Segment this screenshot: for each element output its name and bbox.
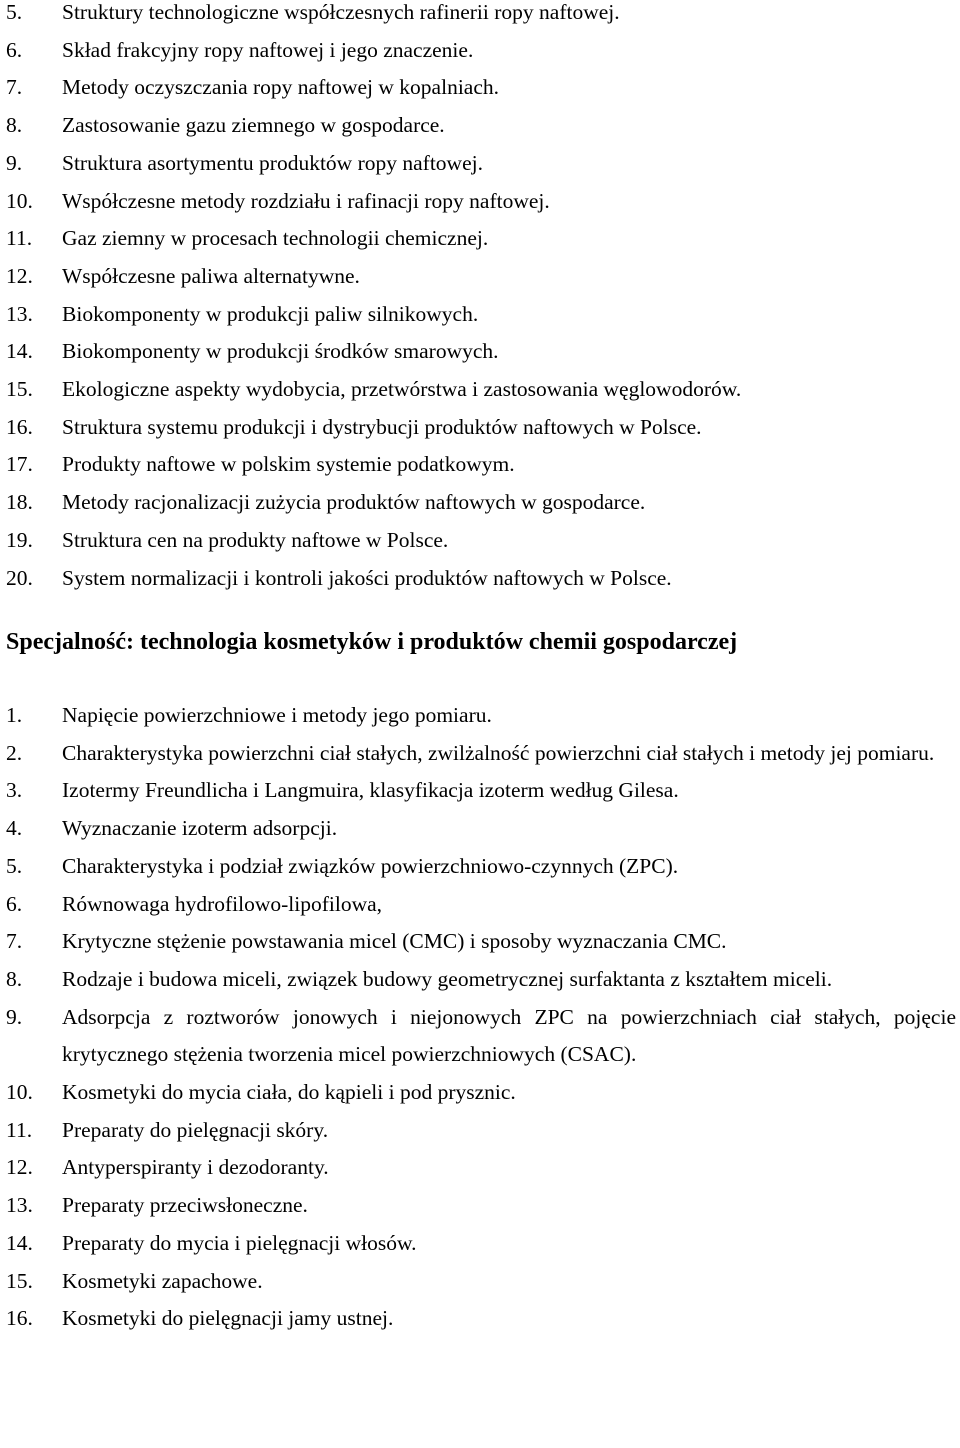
item-text: Współczesne metody rozdziału i rafinacji ropy naftowej.: [62, 188, 550, 213]
list-item: [0, 1074, 960, 1112]
list-item: [0, 371, 960, 409]
item-text: Izotermy Freundlicha i Langmuira, klasyfikacja izoterm według Gilesa.: [62, 778, 679, 803]
item-text: Gaz ziemny w procesach technologii chemicznej.: [62, 226, 489, 251]
item-text: Preparaty do pielęgnacji skóry.: [62, 1117, 329, 1142]
list-item: [0, 961, 960, 999]
list-item: [0, 145, 960, 183]
item-number: 9.: [6, 150, 23, 175]
list-item: [0, 1225, 960, 1263]
list-item: [0, 333, 960, 371]
item-number: 11.: [6, 1117, 33, 1142]
item-number: 3.: [6, 778, 23, 803]
item-text: Struktura asortymentu produktów ropy naftowej.: [62, 150, 483, 175]
item-text: Kosmetyki do pielęgnacji jamy ustnej.: [62, 1306, 394, 1331]
item-text: Skład frakcyjny ropy naftowej i jego znaczenie.: [62, 37, 474, 62]
item-number: 16.: [6, 1306, 33, 1331]
list-item: [0, 1112, 960, 1150]
item-text: Struktura cen na produkty naftowe w Polsce.: [62, 527, 449, 552]
list-item: [0, 1300, 960, 1338]
list-item: [0, 0, 960, 32]
item-text: Struktura systemu produkcji i dystrybucji produktów naftowych w Polsce.: [62, 414, 702, 439]
list-item: [0, 886, 960, 924]
item-text: System normalizacji i kontroli jakości produktów naftowych w Polsce.: [62, 565, 672, 590]
item-number: 12.: [6, 263, 33, 288]
item-text: Kosmetyki do mycia ciała, do kąpieli i pod prysznic.: [62, 1080, 516, 1105]
list-item: [0, 772, 960, 810]
item-number: 7.: [6, 929, 23, 954]
item-number: 17.: [6, 452, 33, 477]
item-text: Biokomponenty w produkcji środków smarowych.: [62, 339, 499, 364]
list-item: [0, 220, 960, 258]
list-item: [0, 697, 960, 735]
item-number: 16.: [6, 414, 33, 439]
item-number: 9.: [6, 1004, 23, 1029]
item-text: Preparaty do mycia i pielęgnacji włosów.: [62, 1230, 417, 1255]
item-number: 7.: [6, 75, 23, 100]
item-text: Metody racjonalizacji zużycia produktów naftowych w gospodarce.: [62, 490, 646, 515]
item-number: 6.: [6, 891, 23, 916]
list-item: [0, 848, 960, 886]
item-text: Napięcie powierzchniowe i metody jego pomiaru.: [62, 703, 492, 727]
item-number: 4.: [6, 816, 23, 841]
topic-list-cosmetics: [0, 697, 960, 1338]
item-text: Adsorpcja z roztworów jonowych i niejonowych ZPC na powierzchniach ciał stałych, pojęcie krytycznego stężenia tworzenia micel powierzchniowych (CSAC).: [62, 1004, 956, 1067]
list-item: [0, 522, 960, 560]
list-item: [0, 484, 960, 522]
item-number: 1.: [6, 703, 23, 727]
list-item: [0, 810, 960, 848]
item-number: 13.: [6, 301, 33, 326]
item-text: Współczesne paliwa alternatywne.: [62, 263, 360, 288]
item-text: Produkty naftowe w polskim systemie podatkowym.: [62, 452, 515, 477]
item-number: 20.: [6, 565, 33, 590]
list-item: [0, 69, 960, 107]
item-number: 2.: [6, 740, 23, 765]
list-item: [0, 296, 960, 334]
item-number: 5.: [6, 0, 23, 24]
item-text: Zastosowanie gazu ziemnego w gospodarce.: [62, 113, 445, 138]
list-item: [0, 107, 960, 145]
item-text: Równowaga hydrofilowo-lipofilowa,: [62, 891, 383, 916]
item-number: 10.: [6, 188, 33, 213]
item-text: Wyznaczanie izoterm adsorpcji.: [62, 816, 338, 841]
item-text: Charakterystyka i podział związków powierzchniowo-czynnych (ZPC).: [62, 853, 679, 878]
list-item: [0, 183, 960, 221]
item-number: 18.: [6, 490, 33, 515]
item-text: Ekologiczne aspekty wydobycia, przetwórstwa i zastosowania węglowodorów.: [62, 377, 742, 402]
item-text: Antyperspiranty i dezodoranty.: [62, 1155, 329, 1180]
item-number: 19.: [6, 527, 33, 552]
item-text: Kosmetyki zapachowe.: [62, 1268, 263, 1293]
list-item: [0, 923, 960, 961]
item-number: 5.: [6, 853, 23, 878]
topic-list-refinery: [0, 0, 960, 597]
list-item: [0, 1187, 960, 1225]
list-item: [0, 409, 960, 447]
item-number: 10.: [6, 1080, 33, 1105]
item-text: Biokomponenty w produkcji paliw silnikowych.: [62, 301, 479, 326]
item-number: 14.: [6, 339, 33, 364]
section-heading: Specjalność: technologia kosmetyków i produktów chemii gospodarczej: [6, 629, 738, 655]
item-text: Krytyczne stężenie powstawania micel (CMC) i sposoby wyznaczania CMC.: [62, 929, 727, 954]
list-item: [0, 32, 960, 70]
item-number: 6.: [6, 37, 23, 62]
item-number: 8.: [6, 966, 23, 991]
item-number: 12.: [6, 1155, 33, 1180]
list-item: [0, 1263, 960, 1301]
item-number: 13.: [6, 1193, 33, 1218]
item-number: 8.: [6, 113, 23, 138]
item-text: Charakterystyka powierzchni ciał stałych, zwilżalność powierzchni ciał stałych i metody jej pomiaru.: [62, 740, 935, 765]
list-item: [0, 999, 960, 1074]
item-text: Metody oczyszczania ropy naftowej w kopalniach.: [62, 75, 500, 100]
list-item: [0, 735, 960, 773]
list-item: [0, 446, 960, 484]
list-item: [0, 258, 960, 296]
list-item: [0, 560, 960, 598]
item-text: Rodzaje i budowa miceli, związek budowy geometrycznej surfaktanta z kształtem miceli.: [62, 966, 833, 991]
item-number: 15.: [6, 377, 33, 402]
item-number: 14.: [6, 1230, 33, 1255]
item-text: Preparaty przeciwsłoneczne.: [62, 1193, 308, 1218]
list-item: [0, 1149, 960, 1187]
item-text: Struktury technologiczne współczesnych rafinerii ropy naftowej.: [62, 0, 620, 24]
item-number: 15.: [6, 1268, 33, 1293]
item-number: 11.: [6, 226, 33, 251]
